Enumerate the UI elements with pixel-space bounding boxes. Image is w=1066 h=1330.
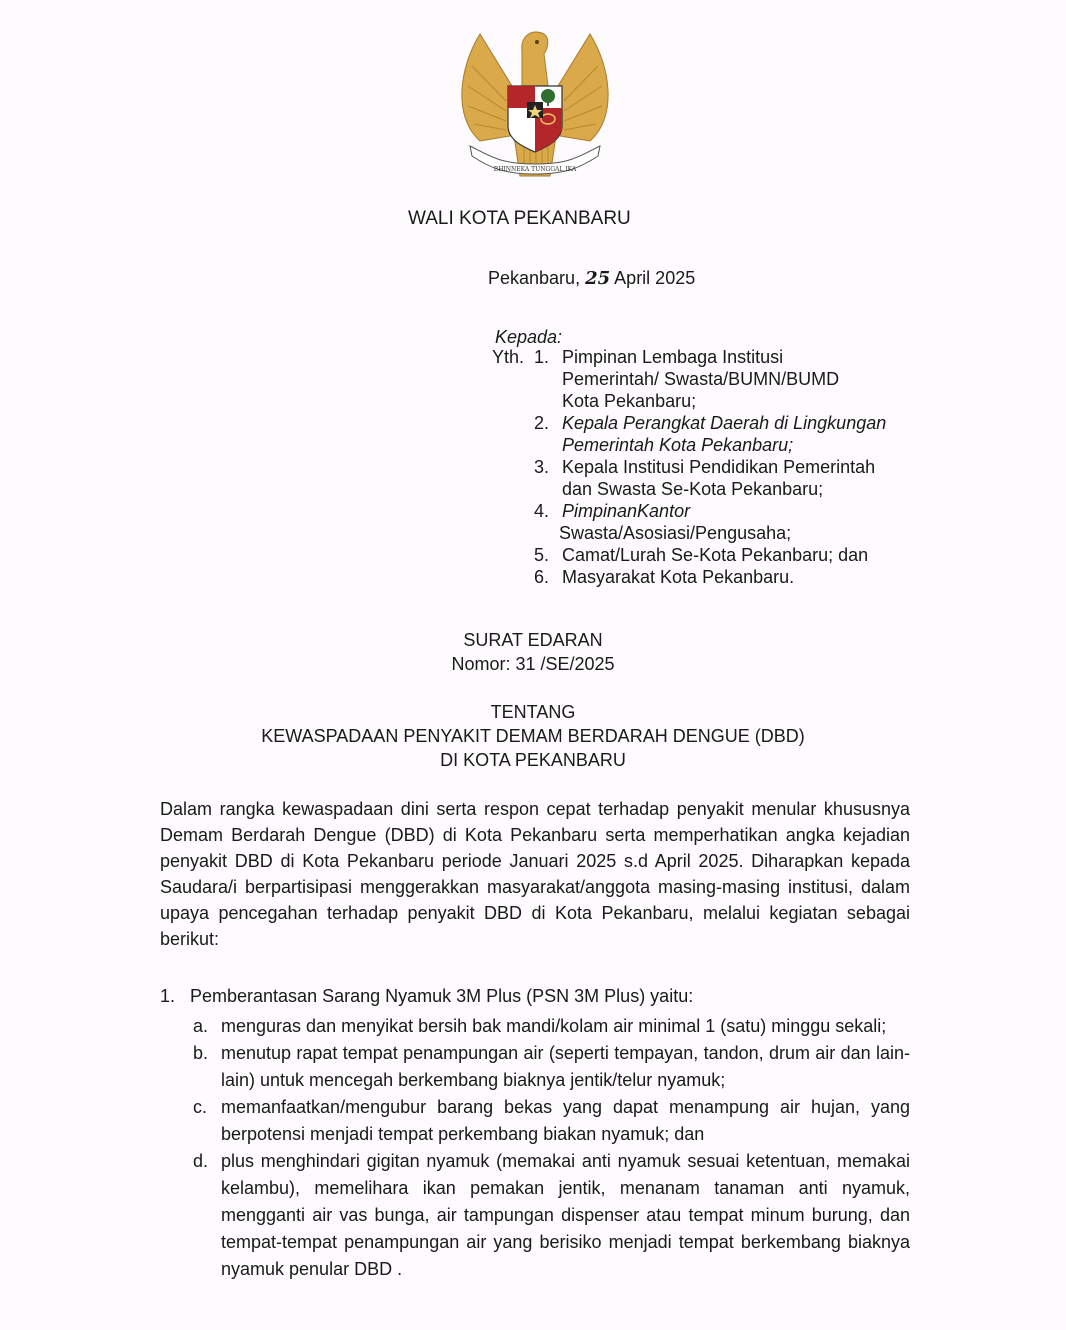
date-suffix: April 2025 [614, 268, 696, 288]
point-1 [160, 986, 693, 1007]
recipient-number: 6. [534, 567, 550, 587]
recipient-number: 5. [534, 545, 550, 565]
recipient-number: 2. [534, 413, 550, 433]
recipient-line [492, 368, 886, 390]
recipient-list [492, 346, 886, 588]
letter-number: Nomor: 31 /SE/2025 [451, 654, 615, 674]
recipient-text: Swasta/Asosiasi/Pengusaha; [559, 523, 792, 543]
subpoint-label: a. [193, 1016, 209, 1036]
recipient-number [534, 522, 562, 544]
yth-label [492, 544, 534, 566]
recipient-number [534, 390, 562, 412]
recipient-line [492, 500, 886, 522]
recipient-text: PimpinanKantor [562, 501, 691, 521]
recipient-number: 3. [534, 457, 550, 477]
garuda-emblem-icon [440, 6, 630, 186]
yth-label [492, 566, 534, 588]
subpoint-text: plus menghindari gigitan nyamuk (memakai anti nyamuk sesuai ketentuan, memakai kelambu), memelihara ikan pemakan jentik, menanam tanaman anti nyamuk, mengganti air vas bunga, air tampungan dispenser atau tempat minum burung, dan tempat-tempat penampungan air yang berisiko menjadi tempat berkembang biaknya nyamuk penular DBD . [221, 1151, 910, 1279]
recipient-number [534, 478, 562, 500]
date-prefix: Pekanbaru, [488, 268, 581, 288]
yth-label [492, 456, 534, 478]
subject-line-2: DI KOTA PEKANBARU [440, 750, 626, 770]
recipient-number [534, 434, 562, 456]
recipient-text: Pemerintah/ Swasta/BUMN/BUMD [562, 369, 840, 389]
recipient-line [492, 544, 886, 566]
yth-label [492, 368, 534, 390]
subpoint-list [193, 1013, 910, 1283]
recipient-text: Pemerintah Kota Pekanbaru; [562, 435, 794, 455]
recipient-text: Kota Pekanbaru; [562, 391, 697, 411]
recipient-line [492, 412, 886, 434]
recipient-line [492, 390, 886, 412]
recipient-text: Kepala Institusi Pendidikan Pemerintah [562, 457, 876, 477]
recipient-line [492, 478, 886, 500]
recipient-line [492, 456, 886, 478]
recipient-text: Pimpinan Lembaga Institusi [562, 347, 784, 367]
yth-label [492, 522, 534, 544]
subpoint-item [193, 1094, 910, 1148]
point-1-text: Pemberantasan Sarang Nyamuk 3M Plus (PSN 3M Plus) yaitu: [190, 986, 694, 1006]
subpoint-item [193, 1013, 910, 1040]
recipient-number: 1. [534, 347, 550, 367]
subpoint-item [193, 1040, 910, 1094]
recipient-text: Kepala Perangkat Daerah di Lingkungan [562, 413, 887, 433]
subpoint-text: menguras dan menyikat bersih bak mandi/kolam air minimal 1 (satu) minggu sekali; [221, 1016, 887, 1036]
yth-label [492, 478, 534, 500]
recipient-text: Camat/Lurah Se-Kota Pekanbaru; dan [562, 545, 869, 565]
yth-label [492, 390, 534, 412]
subpoint-label: c. [193, 1097, 208, 1117]
subpoint-text: menutup rapat tempat penampungan air (seperti tempayan, tandon, drum air dan lain-lain) untuk mencegah berkembang biaknya jentik/telur nyamuk; [221, 1043, 910, 1090]
letter-date [488, 268, 695, 289]
letter-type: SURAT EDARAN [463, 630, 603, 650]
yth-label [492, 412, 534, 434]
kepada-label: Kepada: [495, 327, 563, 347]
recipient-text: dan Swasta Se-Kota Pekanbaru; [562, 479, 824, 499]
recipient-line [492, 434, 886, 456]
yth-label [492, 434, 534, 456]
point-1-number: 1. [160, 986, 176, 1006]
emblem-motto: BHINNEKA TUNGGAL IKA [493, 166, 577, 173]
subpoint-text: memanfaatkan/mengubur barang bekas yang dapat menampung air hujan, yang berpotensi menjadi tempat perkembang biakan nyamuk; dan [221, 1097, 910, 1144]
recipient-number [534, 368, 562, 390]
date-day-handwritten: 25 [585, 268, 611, 289]
recipient-line [492, 522, 886, 544]
subpoint-label: d. [193, 1151, 209, 1171]
recipient-line [492, 346, 886, 368]
tentang-label: TENTANG [490, 702, 576, 722]
issuer-title: WALI KOTA PEKANBARU [408, 208, 631, 229]
yth-label: Yth. [492, 347, 525, 367]
subject-line-1: KEWASPADAAN PENYAKIT DEMAM BERDARAH DENGUE (DBD) [261, 726, 805, 746]
recipient-text: Masyarakat Kota Pekanbaru. [562, 567, 795, 587]
intro-paragraph: Dalam rangka kewaspadaan dini serta respon cepat terhadap penyakit menular khususnya Demam Berdarah Dengue (DBD) di Kota Pekanbaru serta memperhatikan angka kejadian penyakit DBD di Kota Pekanbaru periode Januari 2025 s.d April 2025. Diharapkan kepada Saudara/i berpartisipasi menggerakkan masyarakat/anggota masing-masing institusi, dalam upaya pencegahan terhadap penyakit DBD di Kota Pekanbaru, melalui kegiatan sebagai berikut: [160, 799, 910, 949]
recipient-line [492, 566, 886, 588]
recipient-number: 4. [534, 501, 550, 521]
subpoint-label: b. [193, 1043, 209, 1063]
yth-label [492, 500, 534, 522]
subpoint-item [193, 1148, 910, 1283]
